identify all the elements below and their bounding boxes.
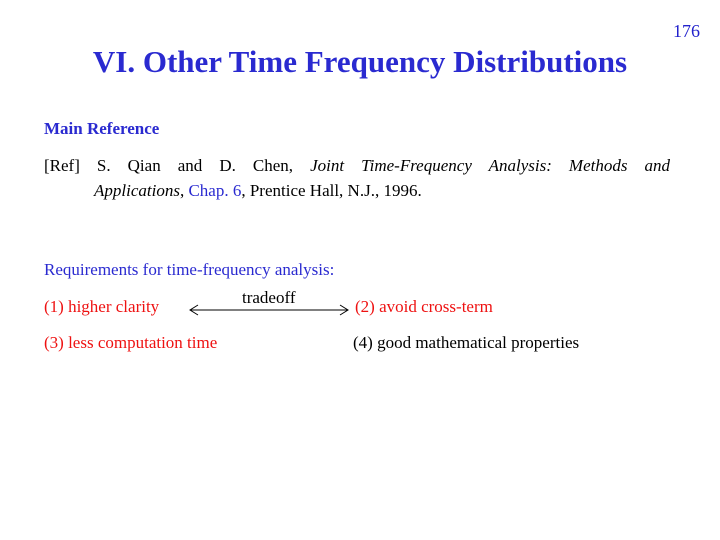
main-reference-heading: Main Reference (44, 119, 160, 138)
requirement-item-4: (4) good mathematical properties (353, 333, 580, 352)
reference-suffix: , Prentice Hall, N.J., 1996. (241, 181, 422, 200)
reference-chapter: Chap. 6 (188, 181, 242, 200)
reference-line-2 (44, 178, 670, 203)
requirement-item-1: (1) higher clarity (44, 297, 160, 316)
reference-citation (44, 153, 670, 203)
reference-comma: , (179, 181, 189, 200)
page-number: 176 (673, 21, 700, 41)
requirement-item-3: (3) less computation time (44, 333, 218, 352)
requirement-item-2: (2) avoid cross-term (355, 297, 493, 316)
reference-book-title-part1: Joint Time-Frequency Analysis: Methods and (310, 156, 670, 175)
reference-prefix: [Ref] S. Qian and D. Chen, (44, 156, 311, 175)
requirements-heading: Requirements for time-frequency analysis: (44, 260, 335, 279)
reference-book-title-part2: Applications (94, 181, 180, 200)
reference-line-1 (44, 153, 670, 178)
tradeoff-double-arrow (188, 303, 350, 317)
tradeoff-label: tradeoff (242, 288, 296, 307)
slide-title: VI. Other Time Frequency Distributions (92, 44, 628, 79)
